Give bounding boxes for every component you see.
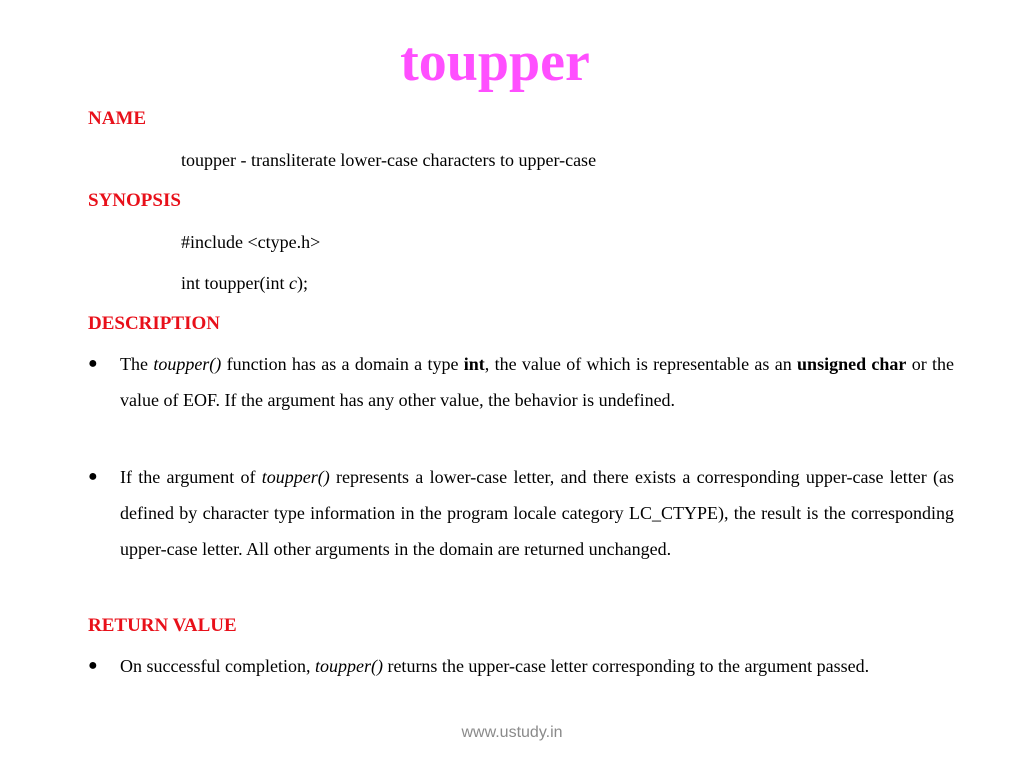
- bullet-icon: ●: [88, 355, 98, 372]
- section-heading-return-value: RETURN VALUE: [88, 615, 237, 636]
- type-unsigned-char: unsigned char: [797, 354, 907, 374]
- description-bullet-1-text: The toupper() function has as a domain a type int, the value of which is representable as an unsigned char or the value of EOF. If the argument has any other value, the behavior is undefined.: [120, 354, 955, 410]
- section-heading-synopsis: SYNOPSIS: [88, 190, 181, 211]
- type-int: int: [463, 354, 485, 374]
- bullet-icon: ●: [88, 657, 98, 674]
- section-heading-description: DESCRIPTION: [88, 313, 220, 334]
- description-bullet-1: [88, 346, 954, 418]
- page-title: toupper: [400, 31, 590, 93]
- return-value-bullet-1: [88, 648, 954, 684]
- name-description-line: toupper - transliterate lower-case characters to upper-case: [181, 150, 597, 170]
- prototype-arg: c: [288, 273, 297, 293]
- function-name: toupper(): [153, 354, 222, 374]
- description-bullet-2: [88, 459, 954, 567]
- description-bullet-2-text: If the argument of toupper() represents a lower-case letter, and there exists a corresponding upper-case letter (as defined by character type information in the program locale category LC_CTYPE), the result is the corresponding upper-case letter. All other arguments in the domain are returned unchanged.: [120, 467, 955, 559]
- synopsis-include-line: #include <ctype.h>: [181, 232, 321, 252]
- function-name: toupper(): [261, 467, 330, 487]
- prototype-suffix: );: [296, 273, 308, 293]
- synopsis-prototype-line: [181, 271, 308, 295]
- prototype-prefix: int toupper(int: [181, 273, 289, 293]
- return-value-bullet-1-text: On successful completion, toupper() returns the upper-case letter corresponding to the argument passed.: [120, 656, 870, 676]
- section-heading-name: NAME: [88, 108, 147, 129]
- footer-website: www.ustudy.in: [461, 724, 563, 741]
- function-name: toupper(): [314, 656, 383, 676]
- bullet-icon: ●: [88, 468, 98, 485]
